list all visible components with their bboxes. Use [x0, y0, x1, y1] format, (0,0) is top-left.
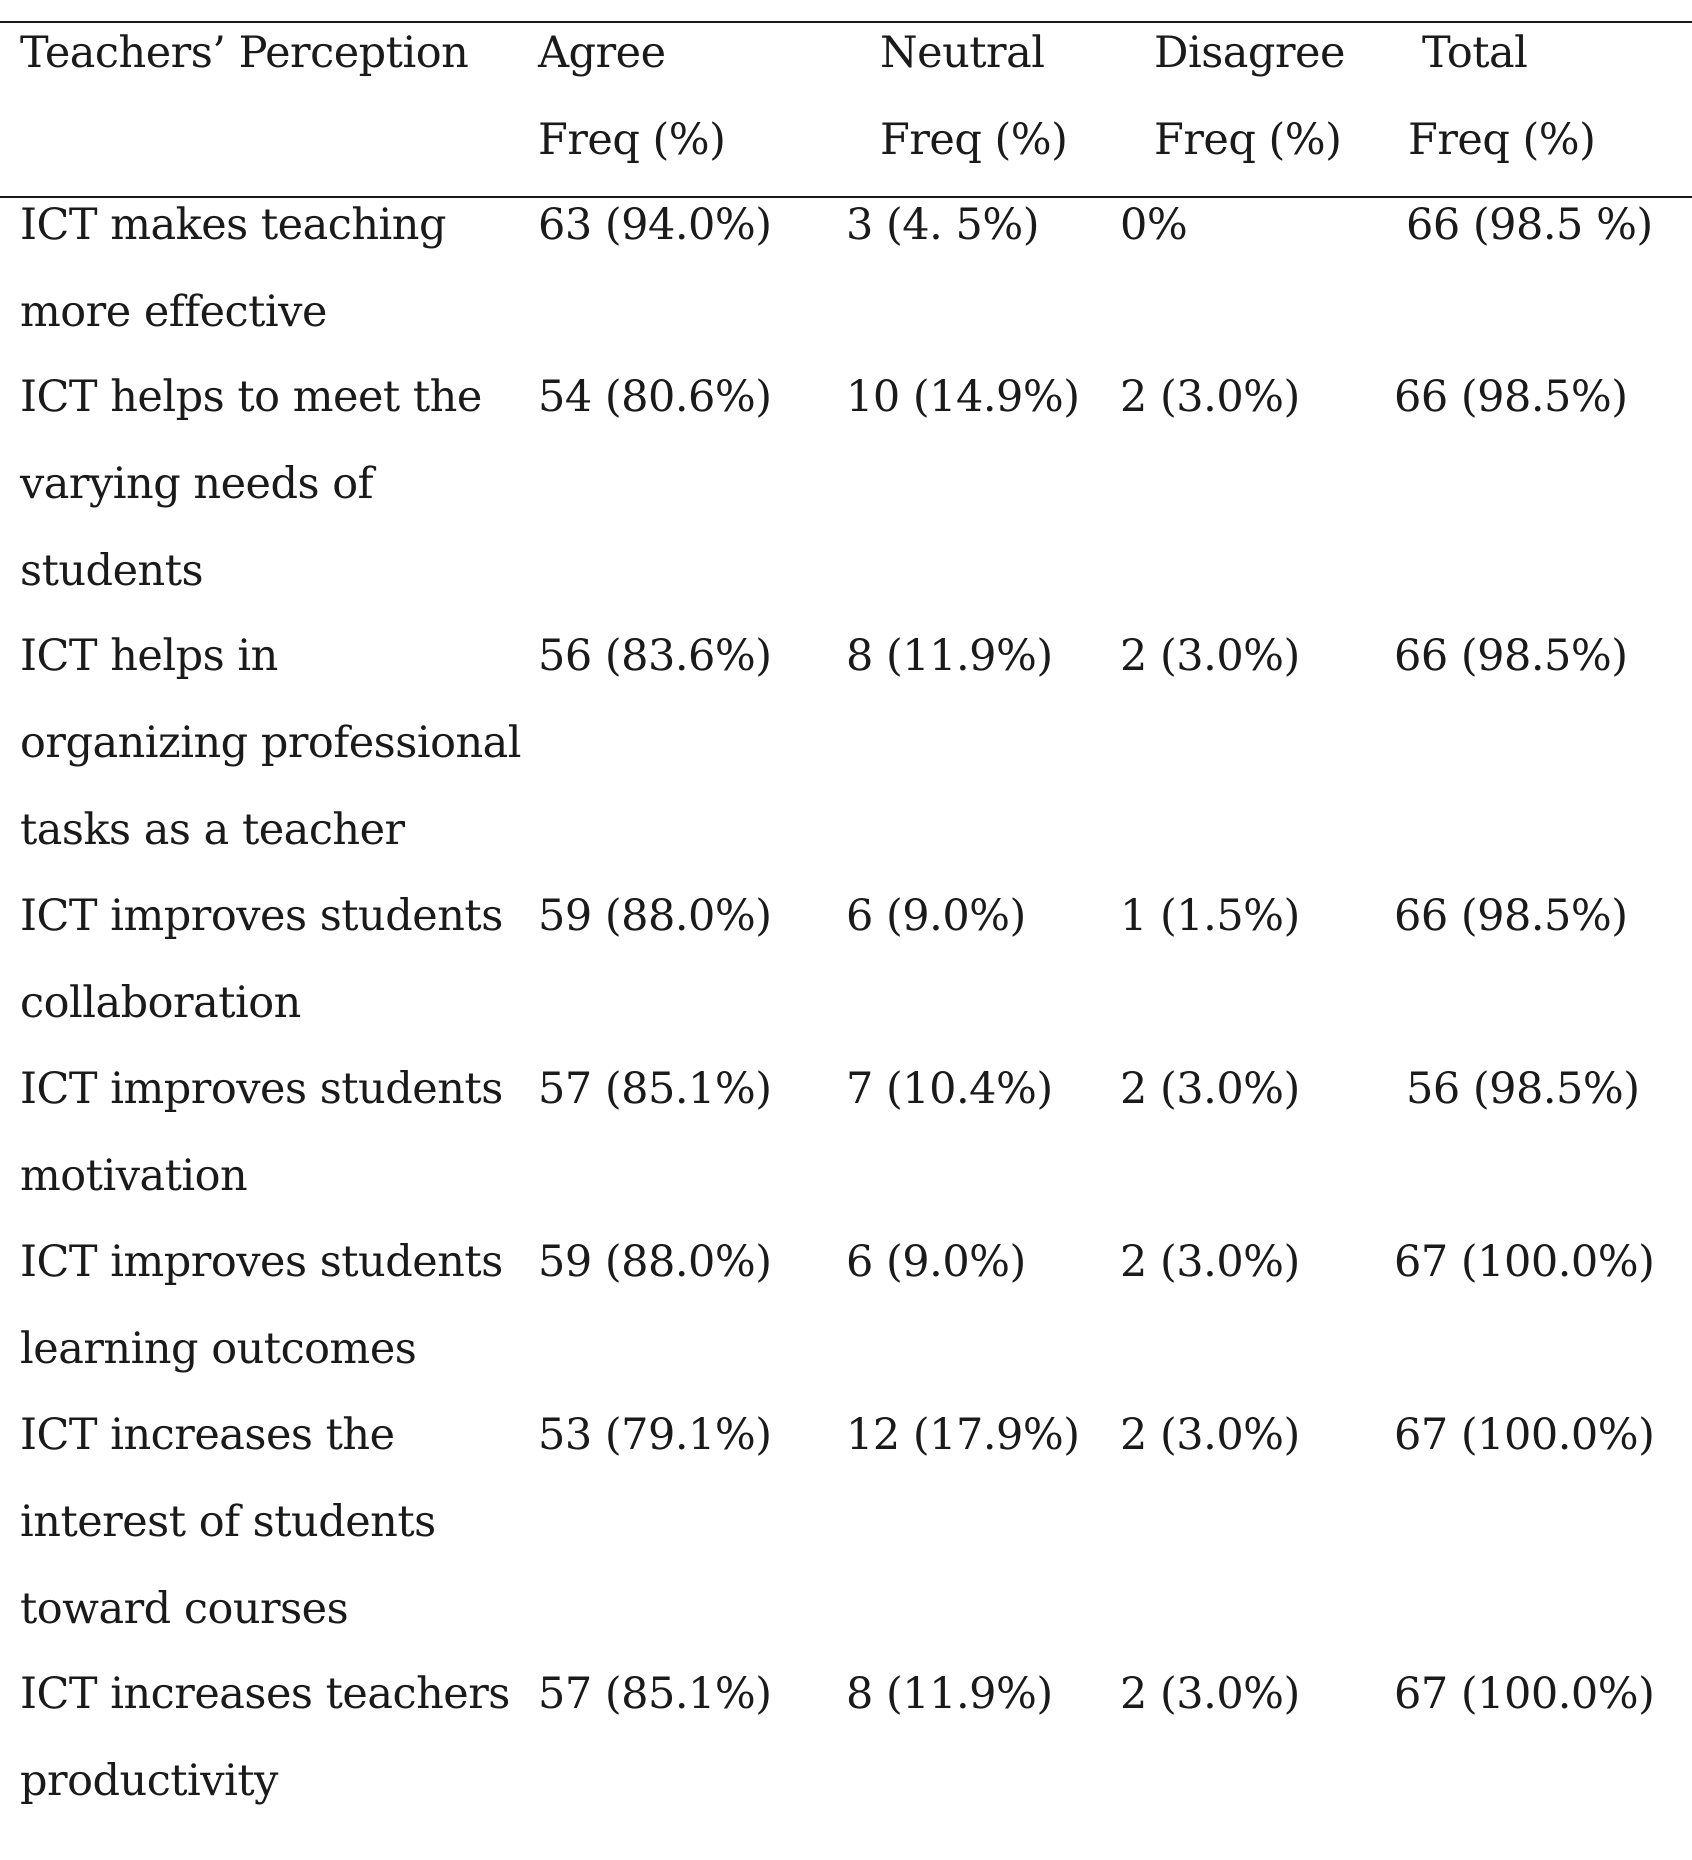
table-row-8-agree: 57 (85.1%) — [538, 1669, 772, 1719]
header-agree — [538, 10, 725, 184]
header-total — [1408, 10, 1595, 184]
header-perception-label: Teachers’ Perception — [20, 28, 469, 78]
table-row-3-agree: 56 (83.6%) — [538, 631, 772, 681]
table-row-6-disagree: 2 (3.0%) — [1120, 1237, 1300, 1287]
table-row-5-disagree: 2 (3.0%) — [1120, 1064, 1300, 1114]
perception-line: productivity — [20, 1756, 278, 1806]
table-row-7-agree: 53 (79.1%) — [538, 1410, 772, 1460]
table-row-1-agree: 63 (94.0%) — [538, 200, 772, 250]
perception-line: more effective — [20, 287, 327, 337]
perception-line: ICT improves students — [20, 1237, 503, 1287]
table-row-8-disagree: 2 (3.0%) — [1120, 1669, 1300, 1719]
table-row-6-total: 67 (100.0%) — [1394, 1237, 1655, 1287]
perception-line: collaboration — [20, 978, 301, 1028]
perception-line: tasks as a teacher — [20, 805, 405, 855]
perception-line: learning outcomes — [20, 1324, 417, 1374]
table-row-3-perception — [20, 613, 521, 874]
header-total-unit: Freq (%) — [1408, 115, 1596, 165]
table-row-5-neutral: 7 (10.4%) — [846, 1064, 1053, 1114]
header-neutral-label: Neutral — [880, 28, 1045, 78]
table-row-6-neutral: 6 (9.0%) — [846, 1237, 1026, 1287]
table-row-4-disagree: 1 (1.5%) — [1120, 891, 1300, 941]
header-agree-unit: Freq (%) — [538, 115, 726, 165]
perception-line: toward courses — [20, 1584, 349, 1634]
table-row-2-perception — [20, 354, 482, 615]
perception-line: ICT helps in — [20, 631, 278, 681]
header-perception — [20, 10, 468, 97]
table-row-4-neutral: 6 (9.0%) — [846, 891, 1026, 941]
table-row-7-perception — [20, 1392, 436, 1653]
header-neutral — [880, 10, 1067, 184]
table-row-5-perception — [20, 1046, 503, 1220]
table-row-7-disagree: 2 (3.0%) — [1120, 1410, 1300, 1460]
perception-line: ICT increases the — [20, 1410, 395, 1460]
table-row-7-total: 67 (100.0%) — [1394, 1410, 1655, 1460]
table-row-2-neutral: 10 (14.9%) — [846, 372, 1080, 422]
table-row-7-neutral: 12 (17.9%) — [846, 1410, 1080, 1460]
perception-line: ICT helps to meet the — [20, 372, 482, 422]
table-row-3-total: 66 (98.5%) — [1394, 631, 1628, 681]
perception-line: motivation — [20, 1151, 248, 1201]
table-row-8-perception — [20, 1651, 510, 1825]
header-total-label: Total — [1422, 28, 1528, 78]
table-row-1-disagree: 0% — [1120, 200, 1188, 250]
table-row-4-perception — [20, 873, 503, 1047]
table-row-2-agree: 54 (80.6%) — [538, 372, 772, 422]
header-disagree — [1154, 10, 1345, 184]
table-row-3-disagree: 2 (3.0%) — [1120, 631, 1300, 681]
perception-line: ICT makes teaching — [20, 200, 446, 250]
header-disagree-unit: Freq (%) — [1154, 115, 1342, 165]
header-neutral-unit: Freq (%) — [880, 115, 1068, 165]
perception-line: ICT increases teachers — [20, 1669, 510, 1719]
table-row-6-perception — [20, 1219, 503, 1393]
perception-line: students — [20, 546, 204, 596]
table-row-2-disagree: 2 (3.0%) — [1120, 372, 1300, 422]
header-disagree-label: Disagree — [1154, 28, 1345, 78]
table-row-4-total: 66 (98.5%) — [1394, 891, 1628, 941]
table-row-5-total: 56 (98.5%) — [1406, 1064, 1640, 1114]
table-row-2-total: 66 (98.5%) — [1394, 372, 1628, 422]
table-row-3-neutral: 8 (11.9%) — [846, 631, 1053, 681]
perception-line: interest of students — [20, 1497, 436, 1547]
perception-line: organizing professional — [20, 718, 522, 768]
perception-line: varying needs of — [20, 459, 374, 509]
table-row-8-neutral: 8 (11.9%) — [846, 1669, 1053, 1719]
header-agree-label: Agree — [538, 28, 666, 78]
table-row-1-total: 66 (98.5 %) — [1406, 200, 1653, 250]
table-row-4-agree: 59 (88.0%) — [538, 891, 772, 941]
table-row-5-agree: 57 (85.1%) — [538, 1064, 772, 1114]
perception-line: ICT improves students — [20, 1064, 503, 1114]
table-row-1-perception — [20, 182, 446, 356]
perception-line: ICT improves students — [20, 891, 503, 941]
table-row-8-total: 67 (100.0%) — [1394, 1669, 1655, 1719]
table-row-1-neutral: 3 (4. 5%) — [846, 200, 1039, 250]
table-row-6-agree: 59 (88.0%) — [538, 1237, 772, 1287]
